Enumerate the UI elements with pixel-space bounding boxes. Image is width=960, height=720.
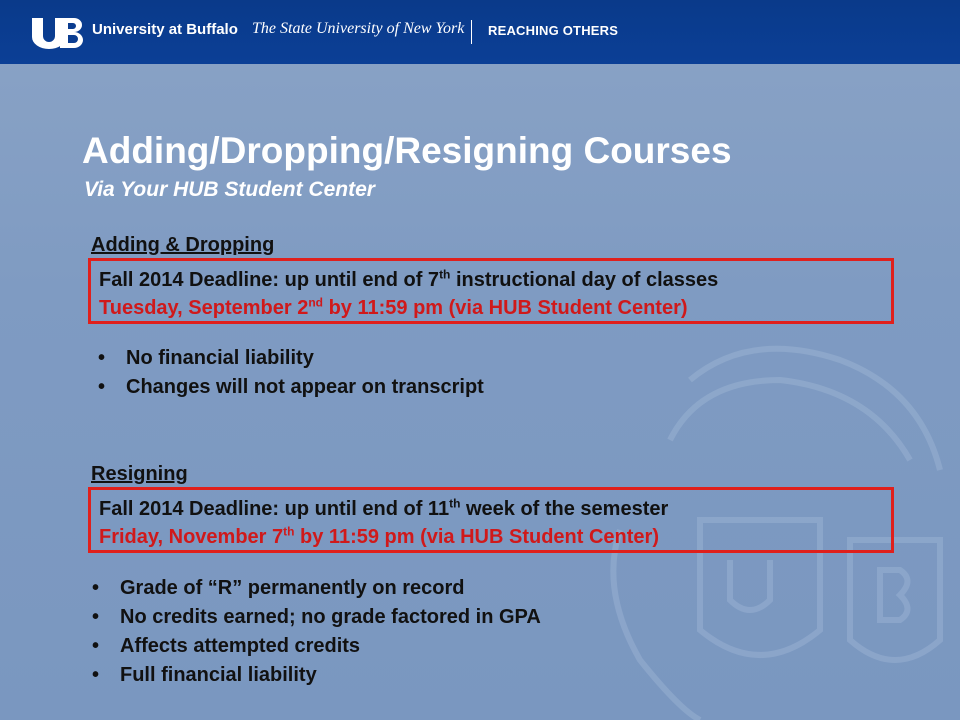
- resigning-heading: Resigning: [91, 463, 188, 485]
- resigning-deadline-date: Friday, November 7th by 11:59 pm (via HUB Student Center): [99, 524, 659, 548]
- list-item: • Affects attempted credits: [120, 635, 541, 664]
- list-item: • Full financial liability: [120, 664, 541, 693]
- suny-name: The State University of New York: [252, 20, 465, 37]
- adding-deadline-box: [88, 258, 894, 324]
- adding-dropping-heading: Adding & Dropping: [91, 234, 275, 256]
- list-item: • Changes will not appear on transcript: [126, 376, 484, 405]
- university-name: University at Buffalo: [92, 21, 238, 38]
- header-divider: [471, 20, 472, 44]
- header-bar: [0, 0, 960, 64]
- resigning-deadline-box: [88, 487, 894, 553]
- list-item: • No credits earned; no grade factored in GPA: [120, 606, 541, 635]
- page-subtitle: Via Your HUB Student Center: [84, 178, 375, 201]
- adding-deadline-date: Tuesday, September 2nd by 11:59 pm (via HUB Student Center): [99, 295, 688, 319]
- page-title: Adding/Dropping/Resigning Courses: [82, 130, 732, 171]
- list-item: • Grade of “R” permanently on record: [120, 577, 541, 606]
- adding-bullet-list: [126, 347, 484, 405]
- resigning-bullet-list: [120, 577, 541, 693]
- tagline: REACHING OTHERS: [488, 23, 619, 38]
- list-item: • No financial liability: [126, 347, 484, 376]
- ub-logo-icon: [30, 16, 86, 50]
- adding-deadline-text: Fall 2014 Deadline: up until end of 7th instructional day of classes: [99, 267, 719, 291]
- resigning-deadline-text: Fall 2014 Deadline: up until end of 11th week of the semester: [99, 496, 669, 520]
